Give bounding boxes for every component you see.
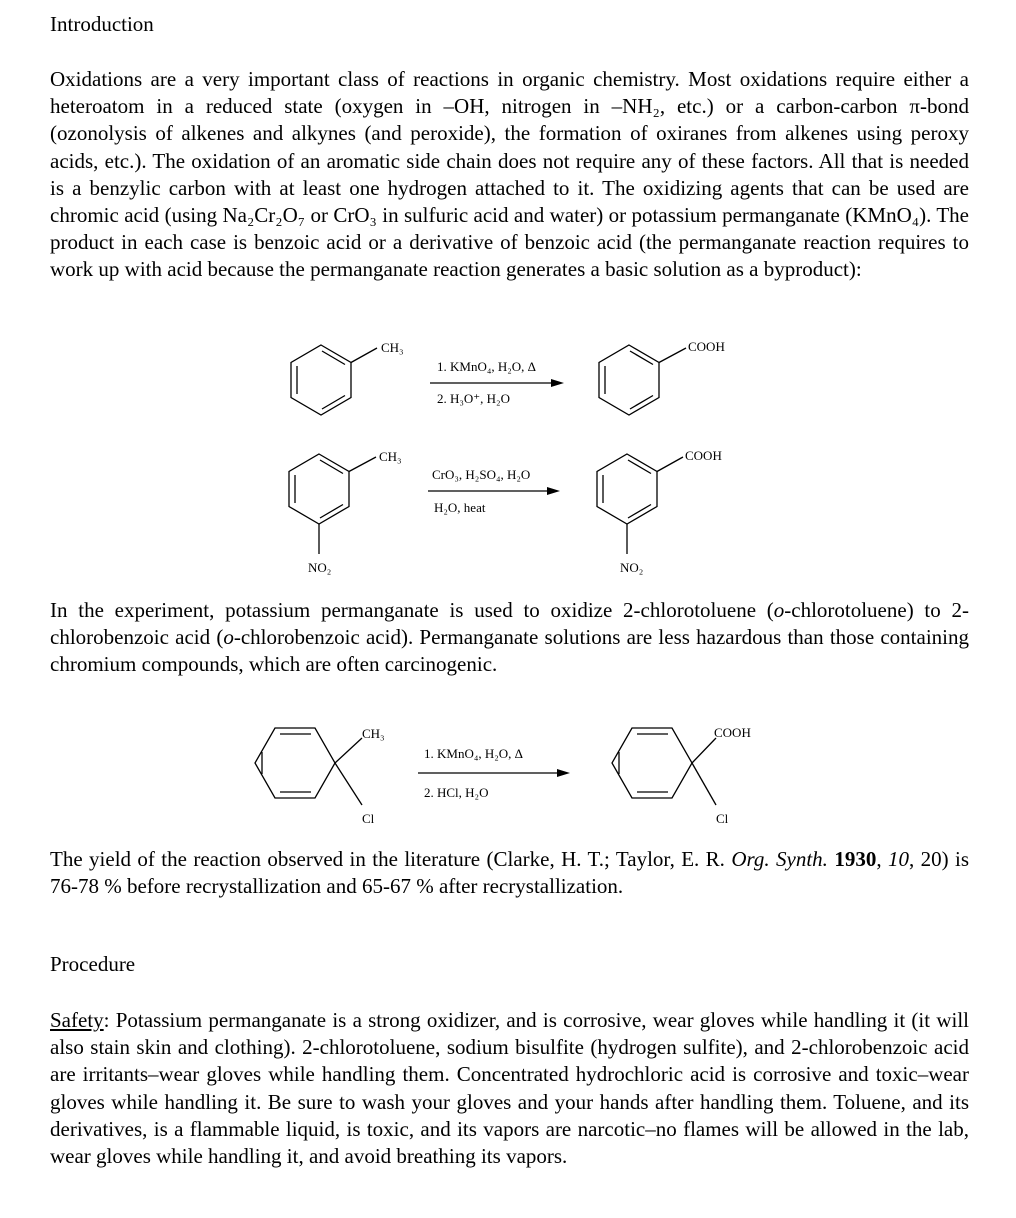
intro-text: Oxidations are a very important class of reactions in organic chemistry. Most oxidations require either a heteroatom in a reduced state (oxygen in –OH, nitrogen in –NH₂, etc.) or a carbon-carbon π-bond (ozonolysis of alkenes and alkynes (and peroxide), the formation of oxiranes from alkenes using peroxy acids, etc.). The oxidation of an aromatic side chain does not require any of these factors. All that is needed is a benzylic carbon with at least one hydrogen attached to it. The oxidizing agents that can be used are chromic acid (using Na₂Cr₂O₇ or CrO₃ in sulfuric acid and water) or potassium permanganate (KMnO₄). The product in each case is benzoic acid or a derivative of benzoic acid (the permanganate reaction requires to work up with acid because the permanganate reaction generates a basic solution as a byproduct): [50, 67, 969, 282]
ortho-prefix-2: o [223, 625, 234, 650]
product-1-cooh-label: COOH [688, 339, 725, 354]
yield-paragraph: The yield of the reaction observed in the literature (Clarke, H. T.; Taylor, E. R. Org. Synth. 1930, 10, 20) is 76-78 % before recrystallization and 65-67 % after recrystallization. [50, 847, 969, 899]
benzene-ring-reactant-2 [289, 454, 376, 554]
scheme-3-reagent-2: 2. HCl, H₂O [424, 785, 489, 800]
yield-year: 1930 [834, 847, 877, 871]
reactant-3-cl-label: Cl [362, 811, 375, 826]
safety-label: Safety [50, 1008, 104, 1032]
scheme-2-reagent-2: H₂O, heat [434, 500, 486, 515]
yield-volume: 10 [887, 847, 909, 871]
reactant-2-no2-label: NO₂ [308, 560, 332, 575]
safety-text: : Potassium permanganate is a strong oxidizer, and is corrosive, wear gloves while handling it (it will also stain skin and clothing). 2-chlorotoluene, sodium bisulfite (hydrogen sulfite), and 2-chlorobenzoic acid are irritants–wear gloves while handling them. Concentrated hydrochloric acid is corrosive and toxic–wear gloves while handling it. Be sure to wash your gloves and your hands after handling them. Toluene, and its derivatives, is a flammable liquid, is toxic, and its vapors are narcotic–no flames will be allowed in the lab, wear gloves while handling it, and avoid breathing its vapors. [50, 1008, 969, 1169]
intro-heading: Introduction [50, 12, 154, 36]
benzene-ring-reactant-3 [255, 728, 362, 805]
scheme-2-reagent-1: CrO₃, H₂SO₄, H₂O [432, 467, 531, 482]
reactant-1-ch3-label: CH₃ [381, 340, 404, 355]
experiment-text-3: -chlorobenzoic acid). Permanganate solutions are less hazardous than those containing chromium compounds, which are often carcinogenic. [50, 625, 969, 677]
safety-paragraph [50, 1007, 969, 1170]
benzene-ring-product-1 [599, 345, 686, 415]
product-3-cooh-label: COOH [714, 725, 751, 740]
scheme-1-reagent-1: 1. KMnO₄, H₂O, Δ [437, 359, 537, 374]
procedure-heading: Procedure [50, 952, 136, 976]
ortho-prefix-1: o [773, 598, 785, 622]
benzene-ring-reactant-1 [291, 345, 377, 415]
reactant-3-ch3-label: CH₃ [362, 726, 385, 741]
benzene-ring-product-2 [597, 454, 683, 554]
yield-text-1: The yield of the reaction observed in the literature (Clarke, H. T.; Taylor, E. R. [50, 847, 732, 871]
experiment-text-2: -chlorotoluene) to 2-chlorobenzoic acid ( [50, 598, 969, 650]
yield-journal: Org. Synth. [731, 847, 828, 871]
reactant-2-ch3-label: CH₃ [379, 449, 402, 464]
yield-text-2: , 20) is 76-78 % before recrystallization and 65-67 % after recrystallization. [50, 847, 969, 899]
product-2-cooh-label: COOH [685, 448, 722, 463]
benzene-ring-product-3 [612, 728, 716, 805]
product-2-no2-label: NO₂ [620, 560, 644, 575]
scheme-1-reagent-2: 2. H₃O⁺, H₂O [437, 391, 510, 406]
experiment-paragraph [50, 597, 969, 679]
product-3-cl-label: Cl [716, 811, 729, 826]
scheme-3-reagent-1: 1. KMnO₄, H₂O, Δ [424, 746, 524, 761]
experiment-text-1: In the experiment, potassium permanganate is used to oxidize 2-chlorotoluene ( [50, 598, 774, 622]
